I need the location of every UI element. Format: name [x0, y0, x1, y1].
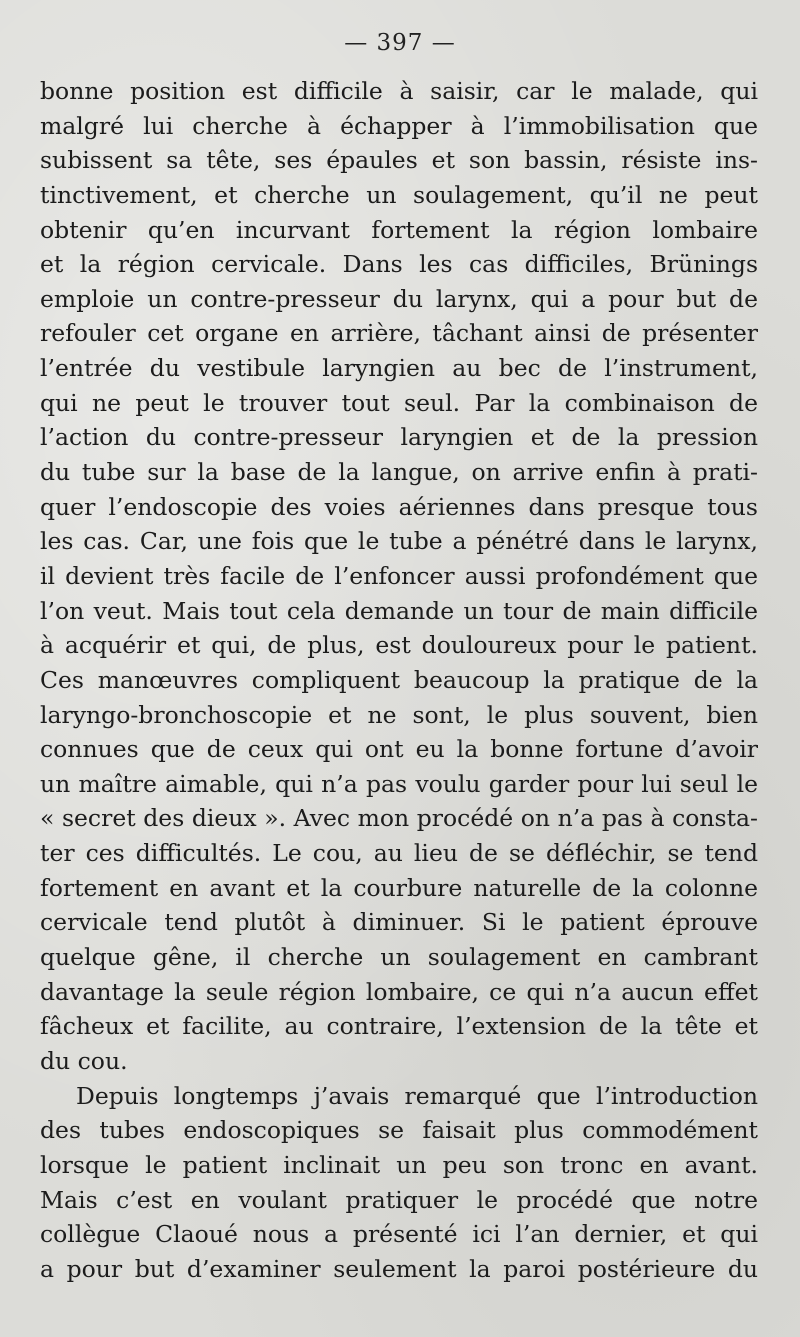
text-line: Mais c’est en voulant pratiquer le procédé que notre — [40, 1185, 758, 1214]
paragraph-1 — [40, 74, 758, 1079]
text-line: qui ne peut le trouver tout seul. Par la combinaison de — [40, 388, 758, 417]
text-line: ter ces difficultés. Le cou, au lieu de se défléchir, se tend — [40, 839, 758, 868]
text-line: subissent sa tête, ses épaules et son bassin, résiste ins- — [40, 146, 758, 175]
text-line: l’on veut. Mais tout cela demande un tour de main difficile — [40, 596, 758, 625]
text-line: tinctivement, et cherche un soulagement, qu’il ne peut — [40, 180, 758, 209]
text-line: malgré lui cherche à échapper à l’immobilisation que — [40, 111, 758, 140]
text-line: refouler cet organe en arrière, tâchant ainsi de présenter — [40, 319, 758, 348]
text-line: l’action du contre-presseur laryngien et de la pression — [40, 423, 758, 452]
text-line: fortement en avant et la courbure naturelle de la colonne — [40, 873, 758, 902]
text-line: cervicale tend plutôt à diminuer. Si le patient éprouve — [40, 908, 758, 937]
text-line: il devient très facile de l’enfoncer aussi profondément que — [40, 561, 758, 590]
text-line: bonne position est difficile à saisir, car le malade, qui — [40, 77, 758, 105]
text-line: du tube sur la base de la langue, on arrive enfin à prati- — [40, 458, 758, 487]
text-line: l’entrée du vestibule laryngien au bec de l’instrument, — [40, 354, 758, 383]
text-line: « secret des dieux ». Avec mon procédé on n’a pas à consta- — [40, 804, 758, 833]
text-line: des tubes endoscopiques se faisait plus commodément — [40, 1116, 758, 1145]
text-line: fâcheux et facilite, au contraire, l’extension de la tête et — [40, 1012, 758, 1041]
text-line: Ces manœuvres compliquent beaucoup la pratique de la — [40, 665, 758, 694]
text-line: quelque gêne, il cherche un soulagement en cambrant — [40, 943, 758, 972]
paragraph-2 — [40, 1079, 758, 1287]
body-text — [40, 74, 758, 1286]
text-line: Depuis longtemps j’avais remarqué que l’introduction — [76, 1081, 758, 1110]
text-line: davantage la seule région lombaire, ce qui n’a aucun effet — [40, 977, 758, 1006]
text-line: quer l’endoscopie des voies aériennes dans presque tous — [40, 492, 758, 521]
text-line: un maître aimable, qui n’a pas voulu garder pour lui seul le — [40, 769, 758, 798]
text-line: les cas. Car, une fois que le tube a pénétré dans le larynx, — [40, 527, 758, 556]
page-number: — 397 — — [344, 30, 456, 56]
text-line: et la région cervicale. Dans les cas difficiles, Brünings — [40, 250, 758, 279]
text-line: à acquérir et qui, de plus, est douloureux pour le patient. — [40, 631, 758, 660]
text-line: laryngo-bronchoscopie et ne sont, le plus souvent, bien — [40, 700, 758, 729]
text-line: connues que de ceux qui ont eu la bonne fortune d’avoir — [40, 735, 758, 764]
text-line: emploie un contre-presseur du larynx, qui a pour but de — [40, 284, 758, 313]
text-line: obtenir qu’en incurvant fortement la région lombaire — [40, 215, 758, 244]
text-line: a pour but d’examiner seulement la paroi postérieure du — [40, 1254, 758, 1283]
text-line: du cou. — [40, 1046, 128, 1075]
text-line: collègue Claoué nous a présenté ici l’an dernier, et qui — [40, 1220, 758, 1249]
text-line: lorsque le patient inclinait un peu son tronc en avant. — [40, 1150, 758, 1179]
